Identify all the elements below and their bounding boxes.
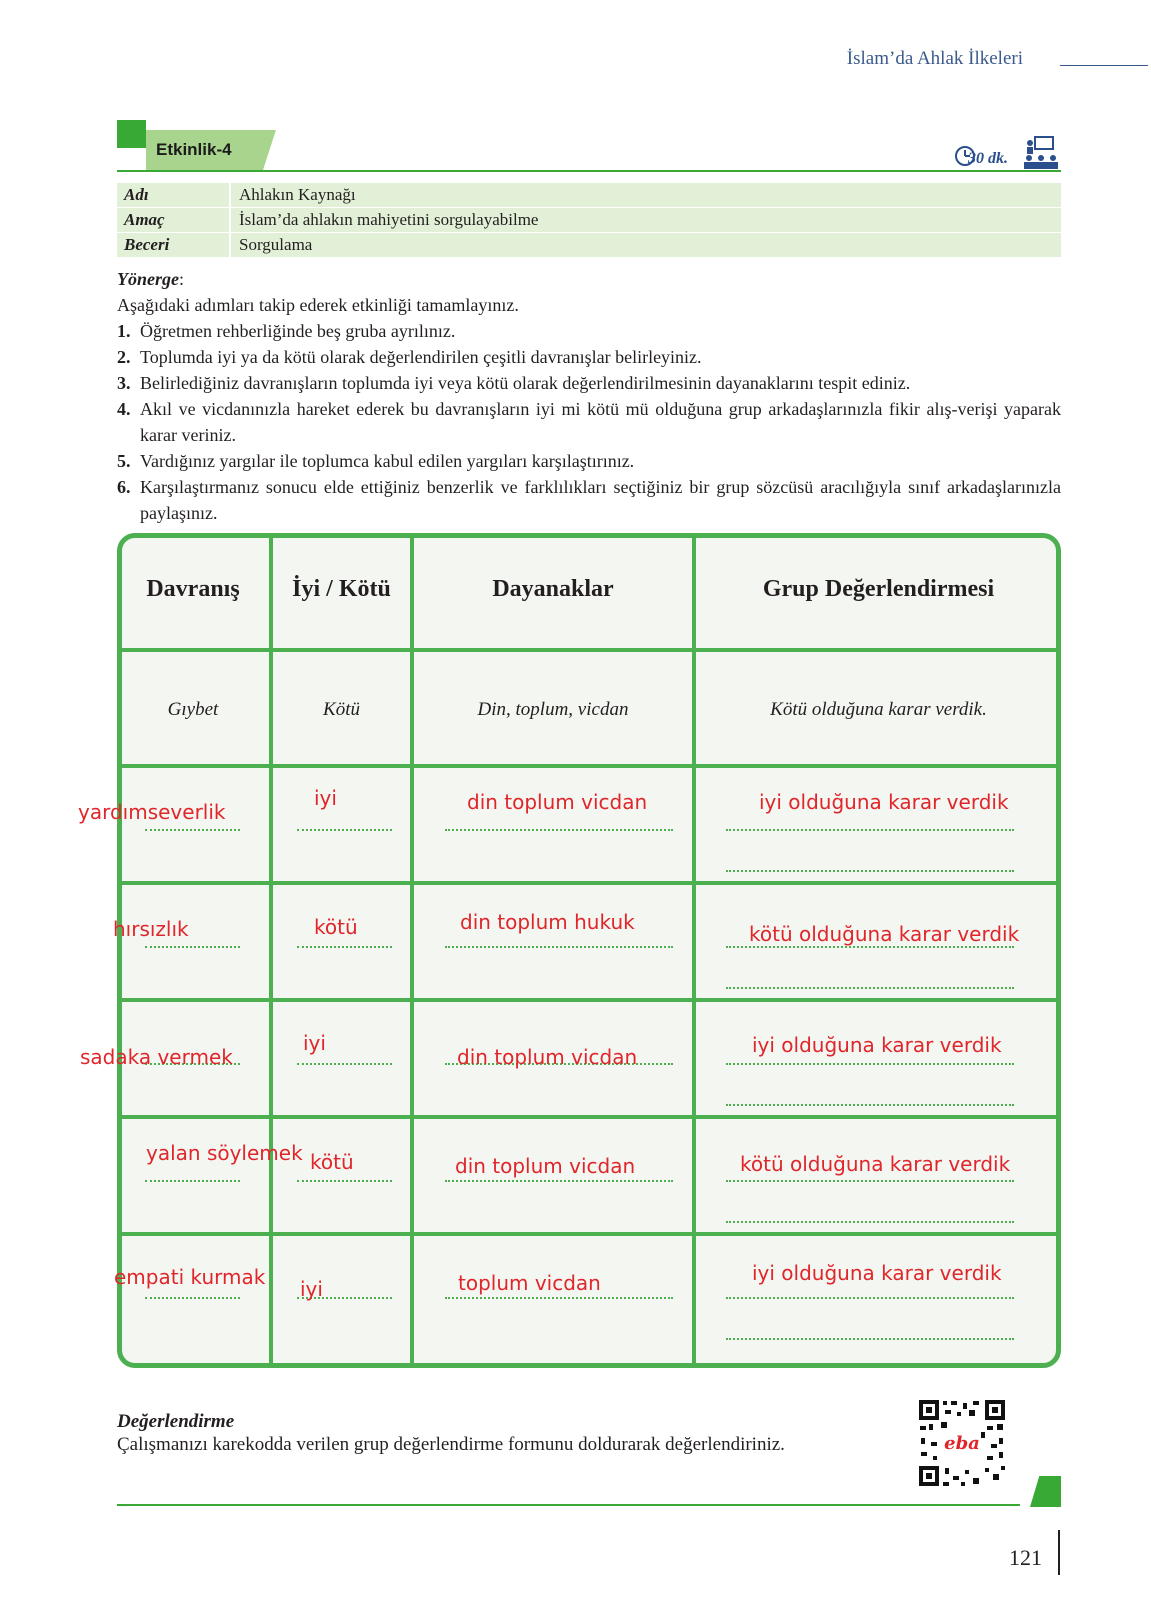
answer-grounds: din toplum vicdan bbox=[457, 1045, 638, 1069]
answer-line bbox=[726, 829, 1014, 831]
answer-behavior: empati kurmak bbox=[114, 1265, 266, 1289]
answer-line bbox=[726, 946, 1014, 948]
answer-grounds: din toplum vicdan bbox=[467, 790, 648, 814]
answer-evaluation: kötü olduğuna karar verdik bbox=[740, 1152, 1011, 1176]
evaluation-text: Çalışmanızı karekodda verilen grup değerlendirme formunu doldurarak değerlendiriniz. bbox=[117, 1434, 785, 1455]
answer-line bbox=[445, 946, 673, 948]
info-key: Adı bbox=[117, 183, 231, 207]
answer-line bbox=[726, 1221, 1014, 1223]
row-divider bbox=[117, 1115, 1061, 1119]
column-divider bbox=[269, 533, 273, 1368]
running-header: İslam’da Ahlak İlkeleri bbox=[846, 48, 1023, 69]
header-grounds: Dayanaklar bbox=[492, 576, 614, 602]
example-behavior: Gıybet bbox=[167, 699, 219, 720]
instructions: Yönerge: Aşağıdaki adımları takip ederek etkinliği tamamlayınız. 1. Öğretmen rehberliğinde beş gruba ayrılınız. 2. Toplumda iyi ya da kötü olarak değerlendirilen çeşitli davranışlar belirleyiniz. 3. Belirlediğiniz davranışların toplumda iyi veya kötü olarak değerlendirilmesinin dayanaklarını tespit ediniz. 4. Akıl ve vicdanınızla hareket ederek bu davranışların iyi mi kötü mü olduğuna grup arkadaşlarınızla fikir alış-verişi yaparak karar veriniz. 5. Vardığınız yargılar ile toplumca kabul edilen yargıları karşılaştırınız. 6. Karşılaştırmanız sonucu elde ettiğiniz benzerlik ve farklılıkları seçtiğiniz bir grup sözcüsü aracılığıyla sınıf arkadaşlarınızla paylaşınız. bbox=[117, 266, 1061, 526]
answer-line bbox=[445, 829, 673, 831]
row-divider bbox=[117, 881, 1061, 885]
worksheet-table bbox=[117, 533, 1061, 1368]
answer-line bbox=[445, 1297, 673, 1299]
answer-behavior: yalan söylemek bbox=[146, 1141, 303, 1165]
answer-line bbox=[145, 946, 240, 948]
step-item: 3. Belirlediğiniz davranışların toplumda iyi veya kötü olarak değerlendirilmesinin dayanaklarını tespit ediniz. bbox=[117, 373, 911, 393]
row-divider bbox=[117, 1232, 1061, 1236]
row-divider bbox=[117, 998, 1061, 1002]
info-row bbox=[117, 183, 1061, 207]
answer-behavior: sadaka vermek bbox=[80, 1045, 233, 1069]
row-divider bbox=[117, 648, 1061, 652]
answer-line bbox=[726, 987, 1014, 989]
column-divider bbox=[410, 533, 414, 1368]
info-row bbox=[117, 233, 1061, 257]
answer-evaluation: iyi olduğuna karar verdik bbox=[752, 1261, 1002, 1285]
corner-square bbox=[117, 120, 146, 148]
info-key: Beceri bbox=[117, 233, 231, 257]
instructions-title: Yönerge bbox=[117, 269, 179, 289]
bottom-corner-square bbox=[1030, 1476, 1061, 1507]
bottom-rule bbox=[117, 1504, 1020, 1506]
answer-line bbox=[726, 1063, 1014, 1065]
answer-line bbox=[297, 1180, 392, 1182]
answer-line bbox=[726, 1297, 1014, 1299]
answer-line bbox=[726, 1180, 1014, 1182]
answer-line bbox=[297, 829, 392, 831]
info-value: İslam’da ahlakın mahiyetini sorgulayabilme bbox=[239, 210, 539, 229]
activity-label: Etkinlik-4 bbox=[156, 140, 232, 159]
example-grounds: Din, toplum, vicdan bbox=[477, 699, 629, 720]
answer-line bbox=[297, 946, 392, 948]
step-item: 1. Öğretmen rehberliğinde beş gruba ayrılınız. bbox=[117, 321, 456, 341]
header-good-bad: İyi / Kötü bbox=[292, 576, 391, 602]
answer-line bbox=[297, 1063, 392, 1065]
answer-line bbox=[726, 870, 1014, 872]
step-list bbox=[117, 318, 1061, 526]
step-item: 6. Karşılaştırmanız sonucu elde ettiğiniz benzerlik ve farklılıkları seçtiğiniz bir grup sözcüsü aracılığıyla sınıf arkadaşlarınızla paylaşınız. bbox=[117, 477, 1061, 523]
answer-good-bad: iyi bbox=[303, 1031, 326, 1055]
answer-good-bad: kötü bbox=[314, 915, 358, 939]
example-good-bad: Kötü bbox=[323, 699, 360, 720]
info-key: Amaç bbox=[117, 208, 231, 232]
activity-time: 30 dk. bbox=[968, 150, 1008, 167]
page-number: 121 bbox=[1009, 1545, 1042, 1570]
step-item: 4. Akıl ve vicdanınızla hareket ederek bu davranışların iyi mi kötü mü olduğuna grup arkadaşlarınızla fikir alış-verişi yaparak karar veriniz. bbox=[117, 399, 1061, 445]
evaluation-title: Değerlendirme bbox=[117, 1411, 235, 1432]
answer-grounds: din toplum vicdan bbox=[455, 1154, 636, 1178]
answer-line bbox=[445, 1180, 673, 1182]
answer-evaluation: kötü olduğuna karar verdik bbox=[749, 922, 1020, 946]
activity-info-table bbox=[117, 183, 1061, 258]
column-divider bbox=[692, 533, 696, 1368]
answer-evaluation: iyi olduğuna karar verdik bbox=[759, 790, 1009, 814]
answer-line bbox=[726, 1338, 1014, 1340]
answer-behavior: hırsızlık bbox=[113, 917, 189, 941]
header-group-evaluation: Grup Değerlendirmesi bbox=[762, 576, 995, 602]
answer-line bbox=[145, 1297, 240, 1299]
qr-code[interactable] bbox=[917, 1398, 1007, 1488]
info-row bbox=[117, 208, 1061, 232]
header-behavior: Davranış bbox=[146, 576, 240, 602]
answer-good-bad: kötü bbox=[310, 1150, 354, 1174]
group-work-icon bbox=[1022, 135, 1060, 171]
step-item: 5. Vardığınız yargılar ile toplumca kabul edilen yargıları karşılaştırınız. bbox=[117, 451, 635, 471]
instructions-intro: Aşağıdaki adımları takip ederek etkinliği tamamlayınız. bbox=[117, 295, 519, 315]
answer-grounds: toplum vicdan bbox=[458, 1271, 601, 1295]
info-value: Sorgulama bbox=[239, 235, 313, 254]
answer-line bbox=[726, 1104, 1014, 1106]
table-frame bbox=[117, 533, 1061, 1368]
activity-rule bbox=[117, 170, 1061, 172]
answer-good-bad: iyi bbox=[314, 786, 337, 810]
info-value: Ahlakın Kaynağı bbox=[239, 185, 356, 204]
example-evaluation: Kötü olduğuna karar verdik. bbox=[770, 699, 987, 720]
answer-behavior: yardımseverlik bbox=[78, 800, 226, 824]
page-number-rule bbox=[1058, 1530, 1060, 1575]
answer-good-bad: iyi bbox=[300, 1277, 323, 1301]
answer-evaluation: iyi olduğuna karar verdik bbox=[752, 1033, 1002, 1057]
header-rule bbox=[1060, 65, 1148, 66]
step-item: 2. Toplumda iyi ya da kötü olarak değerlendirilen çeşitli davranışlar belirleyiniz. bbox=[117, 347, 702, 367]
answer-grounds: din toplum hukuk bbox=[460, 910, 635, 934]
answer-line bbox=[145, 829, 240, 831]
answer-line bbox=[145, 1180, 240, 1182]
row-divider bbox=[117, 764, 1061, 768]
eba-logo: eba bbox=[944, 1433, 980, 1454]
